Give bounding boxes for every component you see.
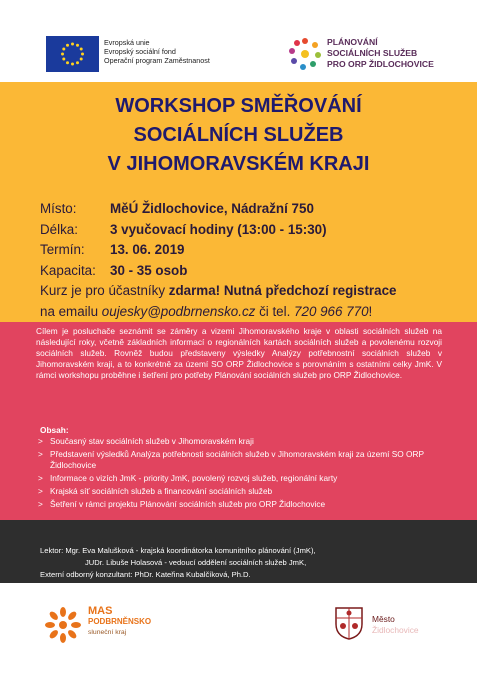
eu-line: Operační program Zaměstnanost bbox=[104, 56, 210, 65]
planovani-line: SOCIÁLNÍCH SLUŽEB bbox=[327, 48, 418, 58]
list-item bbox=[36, 486, 446, 497]
mesto-line: Město bbox=[372, 614, 395, 624]
tel-prefix: či tel. bbox=[255, 303, 295, 319]
delka-value: 3 vyučovací hodiny (13:00 - 15:30) bbox=[110, 221, 327, 237]
kapacita-value: 30 - 35 osob bbox=[110, 262, 188, 278]
info-delka bbox=[40, 220, 396, 241]
list-item bbox=[36, 499, 446, 510]
lektor-line: Externí odborný konzultant: PhDr. Kateřina Kubalčíková, Ph.D. bbox=[40, 570, 251, 579]
termin-label: Termín: bbox=[40, 242, 85, 257]
arrow-icon: > bbox=[38, 449, 43, 459]
lektor-line: Lektor: Mgr. Eva Malušková - krajská koordinátorka komunitního plánování (JmK), bbox=[40, 546, 316, 555]
kurz-bold: zdarma! Nutná předchozí registrace bbox=[168, 283, 397, 298]
arrow-icon: > bbox=[38, 499, 43, 509]
info-kapacita bbox=[40, 261, 396, 282]
misto-label: Místo: bbox=[40, 201, 77, 216]
mas-line: PODBRNĚNSKO bbox=[88, 617, 152, 626]
event-info bbox=[40, 199, 396, 322]
tel-number: 720 966 770 bbox=[294, 303, 369, 319]
email-link[interactable]: oujesky@podbrnensko.cz bbox=[101, 303, 256, 319]
eu-flag-icon bbox=[46, 36, 99, 72]
planovani-line: PRO ORP ŽIDLOCHOVICE bbox=[327, 59, 434, 69]
obsah-list bbox=[36, 436, 446, 512]
planovani-line: PLÁNOVÁNÍ bbox=[327, 37, 378, 47]
arrow-icon: > bbox=[38, 473, 43, 483]
misto-value: MěÚ Židlochovice, Nádražní 750 bbox=[110, 201, 314, 216]
lektor-info bbox=[40, 545, 316, 581]
intro-paragraph: Cílem je posluchače seznámit se záměry a vizemi Jihomoravského kraje v oblasti sociálních služeb na následující roky, včetně základních informací o regionálních kartách sociálních služeb a povolenému rozvoji sociálních služeb. Rovněž budou představeny výsledky Analýzy potřebnostní sociálních služeb v Jihomoravském kraji, a to konkrétně za území SO ORP Židlochovice s porovnáním s ostatními celky JmK. V rámci workshopu proběhne i šetření pro potřeby Plánování sociálních služeb pro ORP Židlochovice. bbox=[36, 326, 442, 380]
list-item bbox=[36, 449, 446, 471]
list-item-text: Představení výsledků Analýza potřebnosti sociálních služeb v Jihomoravském kraji za území SO ORP Židlochovice bbox=[50, 449, 424, 470]
list-item-text: Šetření v rámci projektu Plánování sociálních služeb pro ORP Židlochovice bbox=[50, 499, 326, 509]
people-circle-icon bbox=[287, 36, 323, 72]
mesto-line: Židlochovice bbox=[372, 625, 419, 635]
title-line: V JIHOMORAVSKÉM KRAJI bbox=[107, 153, 370, 175]
info-contact bbox=[40, 302, 396, 323]
eu-line: Evropský sociální fond bbox=[104, 47, 176, 56]
mas-line: MAS bbox=[88, 605, 113, 617]
arrow-icon: > bbox=[38, 436, 43, 446]
info-misto bbox=[40, 199, 396, 220]
obsah-title: Obsah: bbox=[40, 425, 69, 435]
title-line: WORKSHOP SMĚŘOVÁNÍ bbox=[115, 95, 362, 117]
planovani-text bbox=[327, 37, 434, 70]
delka-label: Délka: bbox=[40, 221, 78, 237]
lektor-line: JUDr. Libuše Holasová - vedoucí oddělení sociálních služeb JmK, bbox=[85, 558, 307, 567]
eu-text bbox=[104, 38, 210, 65]
sun-flower-icon bbox=[44, 606, 82, 644]
kapacita-label: Kapacita: bbox=[40, 262, 96, 278]
termin-value: 13. 06. 2019 bbox=[110, 242, 185, 257]
list-item bbox=[36, 473, 446, 484]
mesto-text bbox=[372, 614, 419, 636]
email-prefix: na emailu bbox=[40, 303, 102, 319]
list-item-text: Krajská síť sociálních služeb a financování sociálních služeb bbox=[50, 486, 273, 496]
mas-logo-text bbox=[88, 605, 151, 639]
tel-suffix: ! bbox=[368, 303, 373, 319]
list-item-text: Informace o vizích JmK - priority JmK, povolený rozvoj služeb, regionální karty bbox=[50, 473, 338, 483]
town-crest-icon bbox=[334, 606, 364, 640]
list-item-text: Současný stav sociálních služeb v Jihomoravském kraji bbox=[50, 436, 254, 446]
title-line: SOCIÁLNÍCH SLUŽEB bbox=[133, 124, 344, 146]
info-termin bbox=[40, 240, 396, 261]
eu-line: Evropská unie bbox=[104, 38, 150, 47]
list-item bbox=[36, 436, 446, 447]
workshop-title bbox=[0, 92, 477, 179]
arrow-icon: > bbox=[38, 486, 43, 496]
mas-line: sluneční kraj bbox=[88, 629, 127, 636]
kurz-prefix: Kurz je pro účastníky bbox=[40, 283, 169, 298]
info-kurz bbox=[40, 281, 396, 302]
